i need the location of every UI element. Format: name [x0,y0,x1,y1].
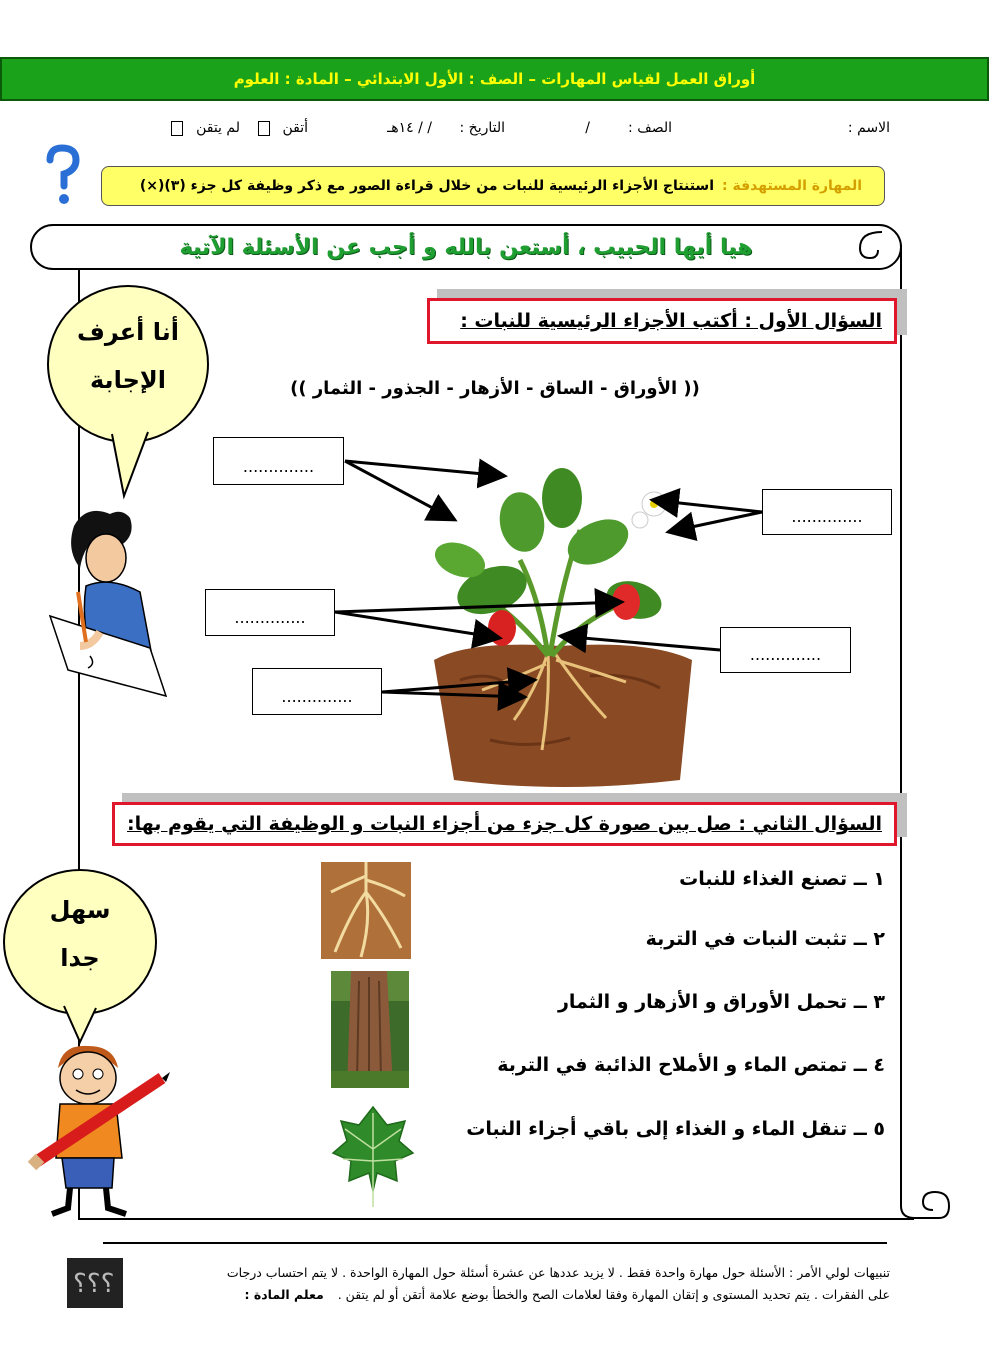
tree-trunk-image[interactable] [331,971,409,1088]
banner-title: أوراق العمل لقياس المهارات – الصف : الأول الابتدائي – المادة : العلوم [233,70,756,88]
answer-box-3[interactable]: .............. [205,589,335,636]
bubble-2-line-2: جدا [60,944,100,972]
answer-box-4[interactable]: .............. [720,627,851,673]
footer-line-2: على الفقرات . يتم تحديد المستوى و إتقان المهارة وفقا لعلامات الصح والخطأ بوضع علامة أتقن أو لم يتقن . [337,1287,890,1302]
answer-box-5[interactable]: .............. [252,668,382,715]
instruction-text: هيا أيها الحبيب ، أستعن بالله و أجب عن الأسئلة الآتية [179,234,753,260]
function-item-5: ٥ ــ تنقل الماء و الغذاء إلى باقي أجزاء النبات [466,1118,885,1140]
bubble-1-line-1: أنا أعرف [76,318,180,346]
date-value: / / ١٤هـ [387,120,432,136]
leaf-image[interactable] [331,1099,415,1209]
name-label: الاسم : [847,120,890,136]
function-item-2: ٢ ــ تثبت النبات في التربة [645,928,885,950]
skill-label: المهارة المستهدفة : [722,178,862,194]
boy-with-pencil-illustration [22,1038,172,1220]
skill-text: استنتاج الأجزاء الرئيسية للنبات من خلال قراءة الصور مع ذكر وظيفة كل جزء (٣)(×) [139,178,714,194]
function-item-1: ١ ــ تصنع الغذاء للنبات [679,868,885,890]
answer-box-2[interactable]: .............. [762,489,892,535]
footer-notes [130,1262,890,1306]
bubble-2-line-1: سهل [49,896,111,924]
date-label: التاريخ : [459,120,505,136]
footer-line-1: تنبيهات لولي الأمر : الأسئلة حول مهارة واحدة فقط . لا يزيد عددها عن عشرة أسئلة حول المهارة الواحدة . لا يتم احتساب درجات [226,1265,890,1280]
footer-divider [103,1242,887,1244]
bubble-1-line-2: الإجابة [90,366,166,394]
not-mastered-label: لم يتقن [196,120,240,136]
question-1-choices: (( الأوراق - الساق - الأزهار - الجذور - الثمار )) [290,378,700,399]
parents-icon [67,1258,123,1308]
class-label: الصف : [628,120,672,136]
bubble-2-text [14,886,146,982]
mastered-label: أتقن [282,120,308,136]
class-slash: / [585,120,590,136]
question-2-title: السؤال الثاني : صل بين صورة كل جزء من أجزاء النبات و الوظيفة التي يقوم بها: [112,802,897,846]
answer-box-1[interactable]: .............. [213,437,344,485]
function-item-4: ٤ ــ تمتص الماء و الأملاح الذائبة في التربة [497,1054,885,1076]
svg-text:؟؟؟: ؟؟؟ [73,1269,115,1299]
roots-image[interactable] [321,862,411,959]
question-1-title: السؤال الأول : أكتب الأجزاء الرئيسية للنبات : [427,298,897,344]
function-item-3: ٣ ــ تحمل الأوراق و الأزهار و الثمار [557,991,885,1013]
teacher-label: معلم المادة : [244,1287,324,1302]
